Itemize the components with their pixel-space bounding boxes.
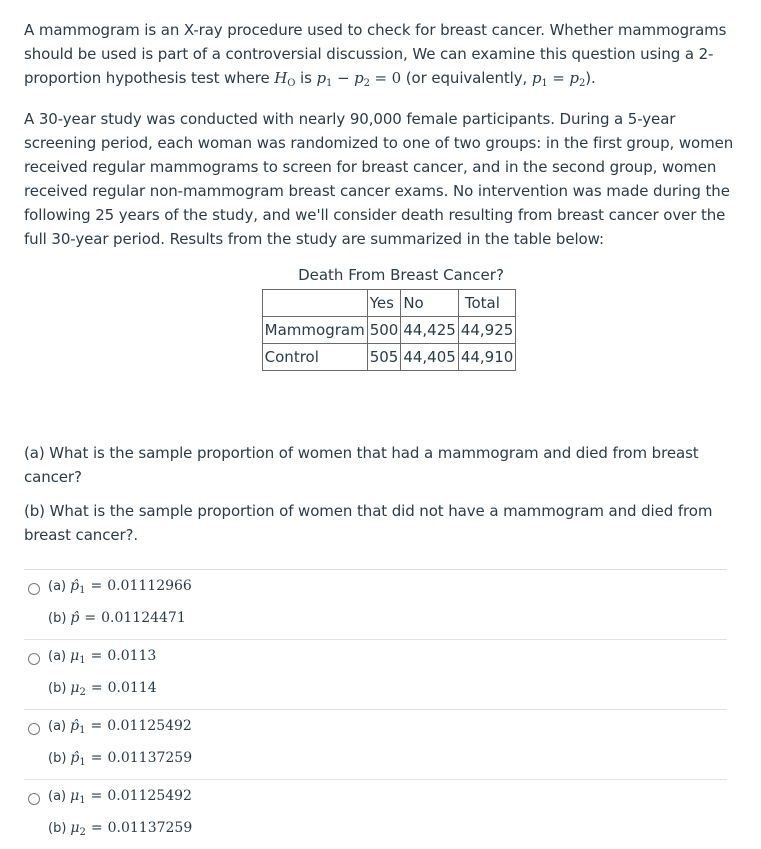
data-table-wrapper xyxy=(44,265,734,371)
option-part-b: (b) $p̂_1 = 0.01137259$ xyxy=(48,750,193,768)
radio-button[interactable] xyxy=(28,793,40,805)
table-cell: 44,910 xyxy=(458,344,516,371)
table-row xyxy=(262,317,516,344)
option-part-a: (a) $p̂_1 = 0.01112966$ xyxy=(48,578,192,596)
answer-option-4[interactable] xyxy=(24,780,727,849)
table-cell: 44,925 xyxy=(458,317,516,344)
option-part-b: (b) p̂ = 0.01124471 xyxy=(48,610,186,626)
math-p2: $p_2$ xyxy=(354,69,370,89)
table-row xyxy=(262,344,516,371)
intro-text: A mammogram is an X-ray procedure used to check for breast cancer. Whether mammograms should be used is part of a controversial discussion, We can examine this question using a 2-proportion hypothesis test where xyxy=(24,21,727,87)
intro-paragraph: A mammogram is an X-ray procedure used to check for breast cancer. Whether mammograms should be used is part of a controversial discussion, We can examine this question using a 2-proportion hypothesis test where $H_O$ is $p_1 - p_2 = 0$ (or equivalently, $p_1 = p_2$). xyxy=(24,21,727,89)
radio-button[interactable] xyxy=(28,723,40,735)
radio-button[interactable] xyxy=(28,583,40,595)
question-content xyxy=(24,18,734,849)
table-header-cell: Total xyxy=(458,290,516,317)
question-b: (b) What is the sample proportion of women that did not have a mammogram and died from breast cancer?. xyxy=(24,502,713,544)
table-cell: Mammogram xyxy=(262,317,367,344)
table-cell: 44,425 xyxy=(401,317,459,344)
option-part-a: (a) $p̂_1 = 0.01125492$ xyxy=(48,718,192,736)
table-header-cell: No xyxy=(401,290,459,317)
option-part-a: (a) $\mu_1 = 0.0113$ xyxy=(48,648,157,666)
null-hypothesis-symbol: $H_O$ xyxy=(274,69,296,89)
data-table xyxy=(262,289,517,371)
answer-option-3[interactable] xyxy=(24,710,727,780)
table-header-cell: Yes xyxy=(367,290,401,317)
table-cell: Control xyxy=(262,344,367,371)
study-paragraph: A 30-year study was conducted with nearly 90,000 female participants. During a 5-year screening period, each woman was randomized to one of two groups: in the first group, women received regular mammograms to screen for breast cancer, and in the second group, women received regular non-mammogram breast cancer exams. No intervention was made during the following 25 years of the study, and we'll consider death resulting from breast cancer over the full 30-year period. Results from the study are summarized in the table below: xyxy=(24,110,734,248)
option-part-b: (b) $\mu_2 = 0.01137259$ xyxy=(48,820,193,838)
table-cell: 44,405 xyxy=(401,344,459,371)
option-part-b: (b) $\mu_2 = 0.0114$ xyxy=(48,680,157,698)
table-header-row xyxy=(262,290,516,317)
question-a: (a) What is the sample proportion of women that had a mammogram and died from breast cancer? xyxy=(24,444,699,486)
table-cell: 505 xyxy=(367,344,401,371)
table-cell: 500 xyxy=(367,317,401,344)
answer-option-2[interactable] xyxy=(24,640,727,710)
table-header-cell xyxy=(262,290,367,317)
answer-options xyxy=(24,569,727,849)
math-p2-alt: $p_2$ xyxy=(569,69,586,89)
answer-option-1[interactable] xyxy=(24,570,727,640)
math-p1-alt: $p_1$ xyxy=(531,69,548,89)
questions xyxy=(24,441,734,547)
radio-button[interactable] xyxy=(28,653,40,665)
option-part-a: (a) $\mu_1 = 0.01125492$ xyxy=(48,788,192,806)
table-caption: Death From Breast Cancer? xyxy=(298,266,504,284)
math-p1: $p_1$ xyxy=(316,69,333,89)
